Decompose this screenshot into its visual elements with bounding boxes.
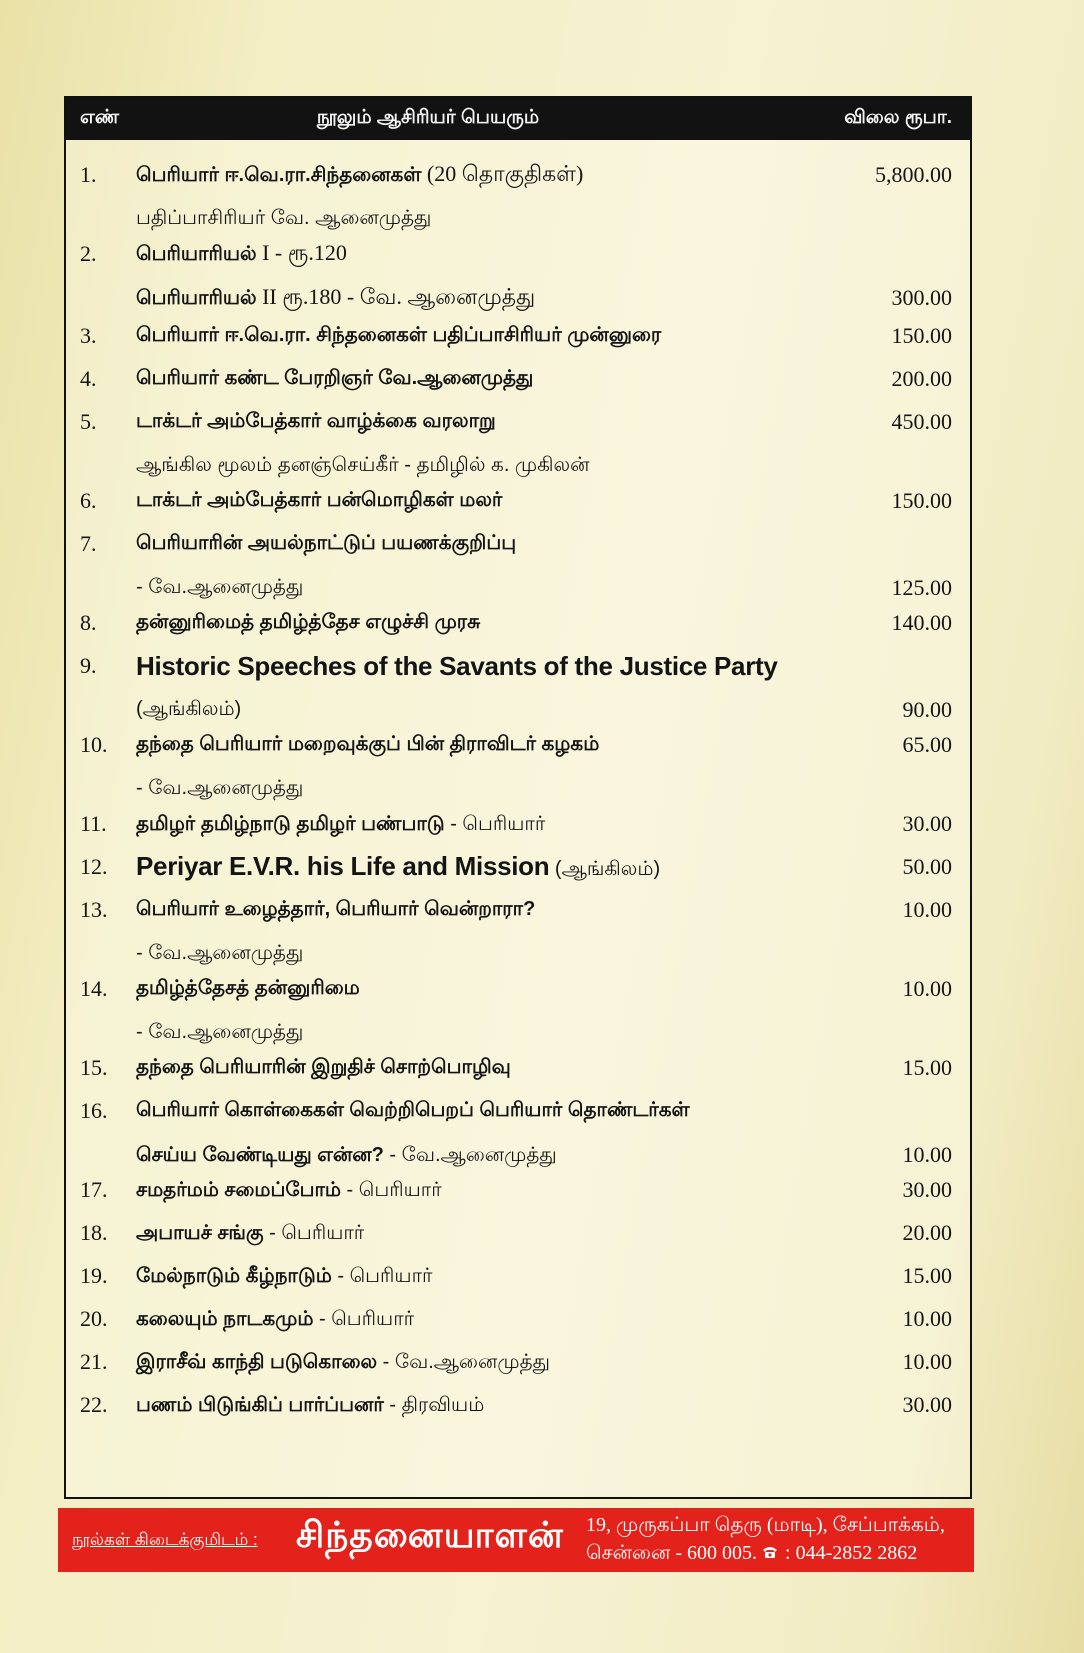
list-item: [66, 314, 970, 358]
item-title: கலையும் நாடகமும்: [136, 1308, 314, 1330]
item-title: தந்தை பெரியார் மறைவுக்குப் பின் திராவிடர் கழகம்: [136, 732, 600, 755]
item-price: 10.00: [902, 1142, 952, 1167]
city-pin: சென்னை - 600 005.: [586, 1542, 758, 1564]
item-title: பெரியாரியல்: [136, 286, 257, 309]
item-number: 8.: [80, 610, 97, 635]
phone-icon: [761, 1542, 779, 1565]
list-item: [66, 601, 970, 645]
phone-number: : 044-2852 2862: [785, 1542, 918, 1564]
list-item: [66, 888, 970, 976]
item-number: 1.: [80, 162, 97, 187]
item-note: I - ரூ.120: [256, 239, 347, 265]
list-item: [66, 479, 970, 523]
item-title: சமதர்மம் சமைப்போம்: [136, 1179, 341, 1201]
list-item: [66, 845, 970, 889]
list-item: [66, 232, 970, 320]
item-title: பெரியார் உழைத்தார், பெரியார் வென்றாரா?: [136, 897, 536, 920]
item-price: 50.00: [902, 854, 952, 879]
item-number: 12.: [80, 854, 108, 879]
item-price: 5,800.00: [875, 162, 952, 187]
item-number: 4.: [80, 366, 97, 391]
item-author: - பெரியார்: [263, 1222, 365, 1244]
item-price: 450.00: [891, 409, 952, 434]
item-author: - வே.ஆனைமுத்து: [377, 1351, 550, 1373]
item-price: 200.00: [891, 366, 952, 391]
item-author: - பெரியார்: [341, 1179, 442, 1201]
item-title: பெரியார் கொள்கைகள் வெற்றிபெறப் பெரியார் தொண்டர்கள்: [136, 1098, 690, 1121]
item-price: 10.00: [902, 1306, 952, 1331]
item-price: 20.00: [902, 1220, 952, 1245]
list-item: [66, 644, 970, 732]
item-author: - திரவியம்: [383, 1394, 485, 1416]
item-number: 18.: [80, 1220, 108, 1245]
item-author: - வே.ஆனைமுத்து: [136, 941, 304, 964]
list-item: [66, 357, 970, 401]
list-item: [66, 802, 970, 846]
item-title: செய்ய வேண்டியது என்ன?: [136, 1144, 384, 1166]
availability-label: நூல்கள் கிடைக்குமிடம் :: [72, 1530, 258, 1549]
header-number: எண்: [80, 107, 120, 128]
item-title: டாக்டர் அம்பேத்கார் வாழ்க்கை வரலாறு: [136, 409, 496, 432]
item-number: 14.: [80, 976, 108, 1001]
item-title: அபாயச் சங்கு: [136, 1222, 264, 1244]
item-number: 19.: [80, 1263, 108, 1288]
address-line-1: 19, முருகப்பா தெரு (மாடி), சேப்பாக்கம்,: [586, 1514, 945, 1536]
item-number: 9.: [80, 653, 97, 678]
item-number: 3.: [80, 323, 97, 348]
item-title: தந்தை பெரியாரின் இறுதிச் சொற்பொழிவு: [136, 1055, 511, 1078]
list-item: [66, 1089, 970, 1177]
item-title: மேல்நாடும் கீழ்நாடும்: [136, 1265, 332, 1287]
item-author: - வே.ஆனைமுத்து: [383, 1144, 557, 1166]
item-note: (20 தொகுதிகள்): [421, 160, 584, 186]
item-number: 5.: [80, 409, 97, 434]
list-item: [66, 723, 970, 811]
item-number: 22.: [80, 1392, 108, 1417]
item-title: தன்னுரிமைத் தமிழ்த்தேச எழுச்சி முரசு: [136, 610, 481, 633]
item-price: 30.00: [902, 1177, 952, 1202]
header-price: விலை ரூபா.: [844, 107, 952, 128]
table-header: [66, 98, 970, 140]
list-item: [66, 400, 970, 488]
item-title: தமிழ்த்தேசத் தன்னுரிமை: [136, 976, 360, 999]
item-title: பெரியாரியல்: [136, 242, 257, 265]
item-price: 90.00: [902, 697, 952, 722]
header-title: நூலும் ஆசிரியர் பெயரும்: [316, 107, 540, 128]
list-item: [66, 1211, 970, 1255]
item-price: 30.00: [902, 811, 952, 836]
item-number: 20.: [80, 1306, 108, 1331]
item-price: 140.00: [891, 610, 952, 635]
item-number: 15.: [80, 1055, 108, 1080]
item-price: 10.00: [902, 976, 952, 1001]
item-author: பதிப்பாசிரியர் வே. ஆனைமுத்து: [136, 206, 432, 229]
item-number: 6.: [80, 488, 97, 513]
item-price: 30.00: [902, 1392, 952, 1417]
item-price: 15.00: [902, 1263, 952, 1288]
item-title: டாக்டர் அம்பேத்கார் பன்மொழிகள் மலர்: [136, 488, 503, 511]
item-number: 21.: [80, 1349, 108, 1374]
list-item: [66, 1254, 970, 1298]
item-title: தமிழர் தமிழ்நாடு தமிழர் பண்பாடு: [136, 813, 445, 835]
item-note: (ஆங்கிலம்): [549, 858, 661, 880]
list-item: [66, 522, 970, 610]
item-author: ஆங்கில மூலம் தனஞ்செய்கீர் - தமிழில் க. முகிலன்: [136, 453, 590, 476]
item-price: 300.00: [891, 285, 952, 310]
address-line-2: [586, 1542, 917, 1567]
list-item: [66, 967, 970, 1055]
item-number: 16.: [80, 1098, 108, 1123]
item-author: - வே.ஆனைமுத்து: [136, 776, 304, 799]
list-item: [66, 153, 970, 241]
item-price: 125.00: [891, 575, 952, 600]
item-number: 17.: [80, 1177, 108, 1202]
item-author: - பெரியார்: [331, 1265, 433, 1287]
item-author: - பெரியார்: [313, 1308, 415, 1330]
item-title: Historic Speeches of the Savants of the Justice Party: [136, 650, 778, 681]
item-title: பணம் பிடுங்கிப் பார்ப்பனர்: [136, 1394, 384, 1416]
availability-footer: [58, 1508, 974, 1572]
book-list-table: [64, 96, 972, 1499]
item-title: பெரியார் கண்ட பேரறிஞர் வே.ஆனைமுத்து: [136, 366, 534, 389]
item-title: பெரியாரின் அயல்நாட்டுப் பயணக்குறிப்பு: [136, 531, 517, 554]
item-number: 10.: [80, 732, 108, 757]
item-price: 15.00: [902, 1055, 952, 1080]
item-title: பெரியார் ஈ.வெ.ரா.சிந்தனைகள்: [136, 163, 422, 186]
item-number: 13.: [80, 897, 108, 922]
item-number: 2.: [80, 241, 97, 266]
item-price: 150.00: [891, 323, 952, 348]
list-item: [66, 1383, 970, 1427]
item-note: (ஆங்கிலம்): [136, 697, 242, 720]
item-title: இராசீவ் காந்தி படுகொலை: [136, 1351, 378, 1373]
item-price: 10.00: [902, 1349, 952, 1374]
item-number: 7.: [80, 531, 97, 556]
list-item: [66, 1168, 970, 1212]
list-item: [66, 1340, 970, 1384]
publisher-name: சிந்தனையாளன்: [296, 1514, 564, 1555]
item-note: II ரூ.180 - வே. ஆனைமுத்து: [256, 283, 536, 309]
item-author: - வே.ஆனைமுத்து: [136, 575, 304, 598]
item-price: 150.00: [891, 488, 952, 513]
list-item: [66, 1297, 970, 1341]
item-number: 11.: [80, 811, 107, 836]
item-author: - பெரியார்: [444, 813, 546, 835]
item-title: Periyar E.V.R. his Life and Mission: [136, 851, 550, 881]
item-price: 10.00: [902, 897, 952, 922]
item-price: 65.00: [902, 732, 952, 757]
list-item: [66, 1046, 970, 1090]
item-author: - வே.ஆனைமுத்து: [136, 1020, 304, 1043]
item-title: பெரியார் ஈ.வெ.ரா. சிந்தனைகள் பதிப்பாசிரியர் முன்னுரை: [136, 323, 662, 346]
